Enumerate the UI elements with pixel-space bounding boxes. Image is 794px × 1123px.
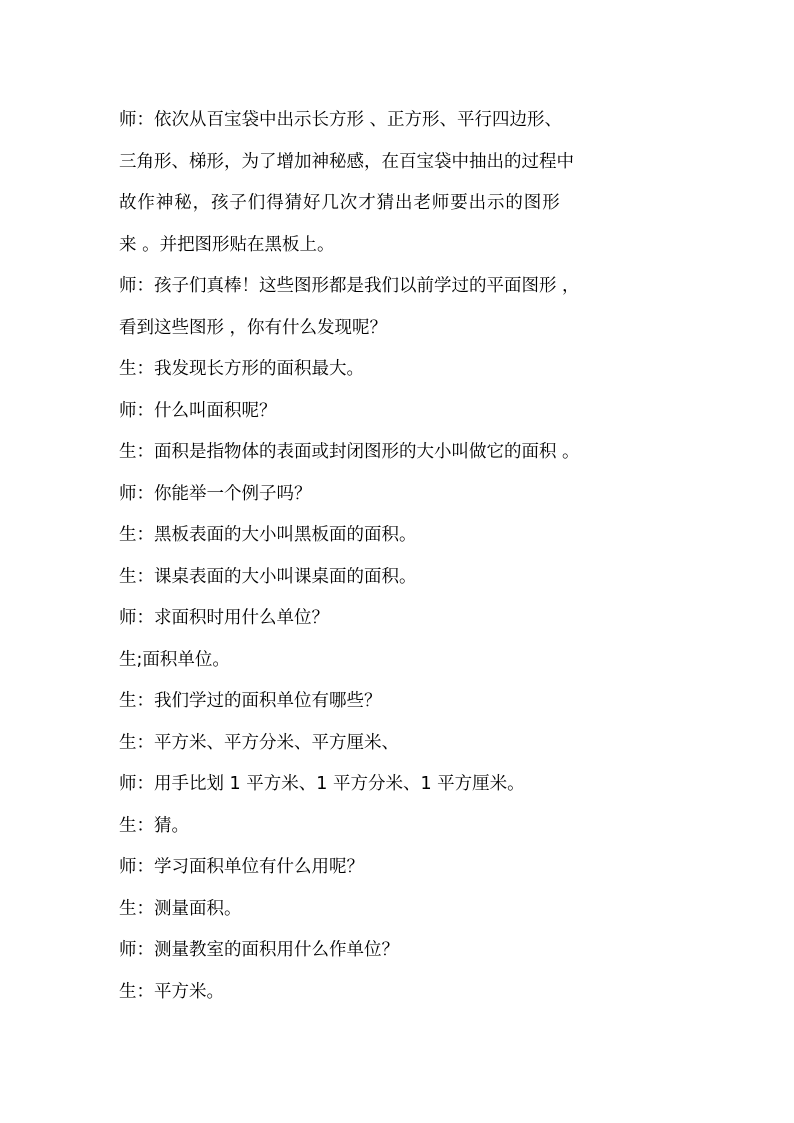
- text-line: 来 。并把图形贴在黑板上。: [119, 234, 335, 255]
- dialogue-line: 生：我发现长方形的面积最大。: [119, 359, 364, 379]
- dialogue-line: 生：平方米。: [119, 981, 224, 1002]
- dialogue-line: 师：测量教室的面积用什么作单位？: [119, 940, 399, 960]
- dialogue-line: 生：平方米、平方分米、平方厘米、: [119, 732, 399, 753]
- text-line: 师：孩子们真棒！这些图形都是我们以前学过的平面图形 ，: [119, 276, 580, 296]
- dialogue-line: 师：用手比划 1 平方米、1 平方分米、1 平方厘米。: [119, 774, 525, 794]
- text-line: 师：依次从百宝袋中出示长方形 、正方形、平行四边形、: [119, 110, 563, 130]
- paragraph-teacher-shows-shapes: [119, 100, 679, 266]
- dialogue-line: 师：什么叫面积呢？: [119, 400, 277, 421]
- text-line: 看到这些图形 ，你有什么发现呢？: [119, 317, 388, 338]
- dialogue-line: 生：猜。: [119, 815, 189, 836]
- dialogue-line: 生：测量面积。: [119, 898, 242, 919]
- dialogue-line: 生：面积是指物体的表面或封闭图形的大小叫做它的面积 。: [119, 442, 580, 462]
- document-body: [119, 100, 679, 1013]
- text-line: 三角形、梯形，为了增加神秘感，在百宝袋中抽出的过程中: [119, 151, 574, 172]
- dialogue-line: 生：课桌表面的大小叫课桌面的面积。: [119, 566, 417, 587]
- dialogue-line: 生;面积单位。: [119, 649, 230, 670]
- paragraph-teacher-praise: [119, 266, 679, 349]
- dialogue-line: 生：我们学过的面积单位有哪些？: [119, 691, 382, 711]
- text-line: 故作神秘，孩子们得猜好几次才猜出老师要出示的图形: [119, 193, 561, 213]
- dialogue-line: 师：学习面积单位有什么用呢？: [119, 857, 364, 877]
- dialogue-line: 师：你能举一个例子吗？: [119, 483, 312, 504]
- dialogue-line: 生：黑板表面的大小叫黑板面的面积。: [119, 525, 417, 545]
- dialogue-line: 师：求面积时用什么单位？: [119, 608, 329, 628]
